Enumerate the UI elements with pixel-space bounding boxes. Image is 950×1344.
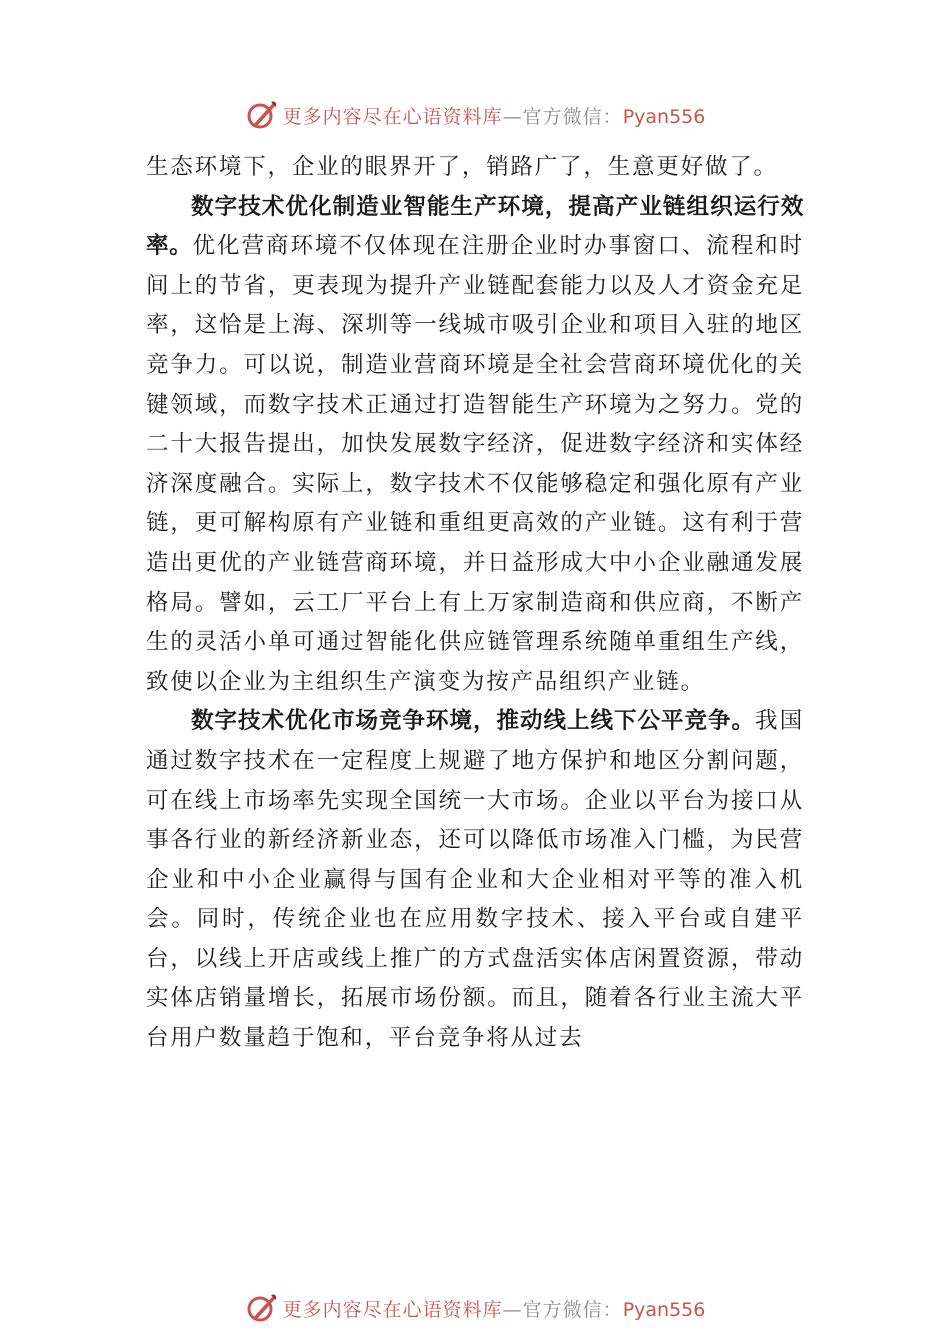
quill-logo-icon	[245, 98, 279, 132]
paragraph-2: 数字技术优化制造业智能生产环境，提高产业链组织运行效率。优化营商环境不仅体现在注册企业时办事窗口、流程和时间上的节省，更表现为提升产业链配套能力以及人才资金充足率，这恰是上海、深圳等一线城市吸引企业和项目入驻的地区竞争力。可以说，制造业营商环境是全社会营商环境优化的关键领域，而数字技术正通过打造智能生产环境为之努力。党的二十大报告提出，加快发展数字经济，促进数字经济和实体经济深度融合。实际上，数字技术不仅能够稳定和强化原有产业链，更可解构原有产业链和重组更高效的产业链。这有利于营造出更优的产业链营商环境，并日益形成大中小企业融通发展格局。譬如，云工厂平台上有上万家制造商和供应商，不断产生的灵活小单可通过智能化供应链管理系统随单重组生产线，致使以企业为主组织生产演变为按产品组织产业链。	[146, 193, 804, 695]
banner-text: 更多内容尽在心语资料库—官方微信：Pyan556	[282, 1298, 706, 1321]
article-body	[146, 148, 804, 1059]
header-banner	[0, 95, 950, 135]
paragraph-3: 数字技术优化市场竞争环境，推动线上线下公平竞争。我国通过数字技术在一定程度上规避了地方保护和地区分割问题，可在线上市场率先实现全国统一大市场。企业以平台为接口从事各行业的新经济新业态，还可以降低市场准入门槛，为民营企业和中小企业赢得与国有企业和大企业相对平等的准入机会。同时，传统企业也在应用数字技术、接入平台或自建平台，以线上开店或线上推广的方式盘活实体店闲置资源，带动实体店销量增长，拓展市场份额。而且，随着各行业主流大平台用户数量趋于饱和，平台竞争将从过去	[146, 708, 804, 1052]
wechat-id: Pyan556	[622, 1298, 706, 1321]
footer-banner	[0, 1288, 950, 1328]
paragraph-1: 生态环境下，企业的眼界开了，销路广了，生意更好做了。	[146, 154, 778, 180]
wechat-id: Pyan556	[622, 105, 706, 128]
paragraph-3-lead: 数字技术优化市场竞争环境，推动线上线下公平竞争。	[191, 708, 755, 735]
quill-logo-icon	[245, 1291, 279, 1325]
paragraph-2-lead: 数字技术优化制造业智能生产环境，提高产业链组织运行效率。	[146, 193, 804, 260]
banner-text: 更多内容尽在心语资料库—官方微信：Pyan556	[282, 105, 706, 128]
